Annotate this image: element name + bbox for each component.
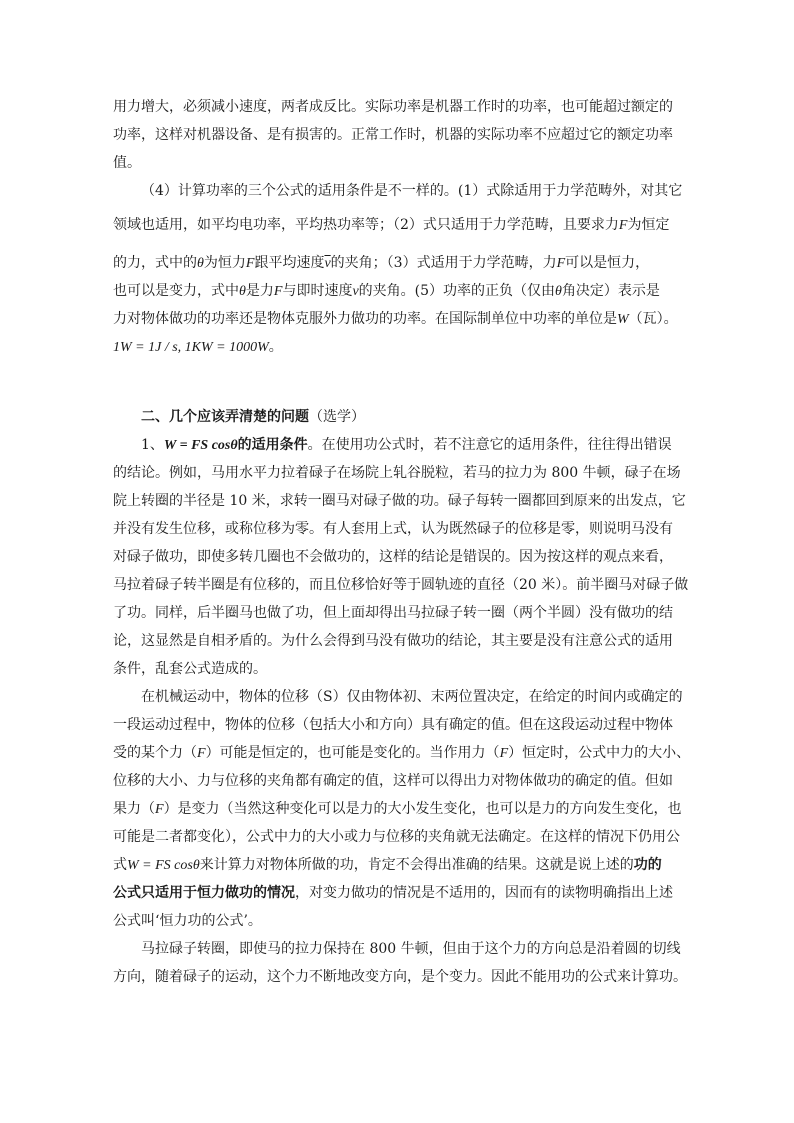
- text-line: 一段运动过程中，物体的位移（包括大小和方向）具有确定的值。但在这段运动过程中物体: [113, 717, 673, 733]
- theta-symbol: θ: [197, 256, 204, 271]
- theta-symbol: θ: [555, 284, 562, 299]
- watt-symbol: W: [617, 312, 629, 327]
- text-line: 1、W = FS cosθ的适用条件。在使用功公式时，若不注意它的适用条件，往往得出错误: [141, 437, 672, 453]
- force-symbol: F: [245, 256, 255, 271]
- text-line: 功率，这样对机器设备、是有损害的。正常工作时，机器的实际功率不应超过它的额定功率: [113, 127, 673, 143]
- text-line: 力对物体做功的功率还是物体克服外力做功的功率。在国际制单位中功率的单位是W（瓦）。: [113, 311, 678, 327]
- text-line: 可能是二者都变化），公式中力的大小或力与位移的夹角就无法确定。在这样的情况下仍用公: [113, 829, 680, 845]
- text-line: 马拉着碌子转半圈是有位移的，而且位移恰好等于圆轨迹的直径（20 米）。前半圈马对碌子做: [113, 577, 689, 593]
- text-line: 的力，式中的θ为恒力F跟平均速度$\overline{v}$的夹角；（3）式适用于力学范畴，力F可以是恒力，: [113, 255, 650, 271]
- text-line: 方向，随着碌子的运动，这个力不断地改变方向，是个变力。因此不能用功的公式来计算功。: [113, 969, 687, 985]
- text-line: 领域也适用，如平均电功率，平均热功率等；（2）式只适用于力学范畴，且要求力F为恒定: [113, 217, 670, 233]
- velocity-symbol: v: [352, 284, 359, 299]
- theta-symbol: θ: [239, 284, 246, 299]
- text-line: （4）计算功率的三个公式的适用条件是不一样的。(1）式除适用于力学范畴外，对其它: [141, 183, 683, 199]
- text-line: 1W = 1J / s, 1KW = 1000W。: [113, 339, 283, 355]
- force-symbol: F: [197, 746, 206, 761]
- force-symbol: F: [618, 218, 628, 233]
- unit-formula: 1W = 1J / s, 1KW = 1000W: [113, 340, 269, 355]
- text-line: 公式只适用于恒力做功的情况，对变力做功的情况是不适用的，因而有的读物明确指出上述: [113, 885, 673, 901]
- force-symbol: F: [556, 256, 566, 271]
- text-line: 条件，乱套公式造成的。: [113, 661, 267, 677]
- text-line: 并没有发生位移，或称位移为零。有人套用上式，认为既然碌子的位移是零，则说明马没有: [113, 521, 673, 537]
- text-line: 果力（F）是变力（当然这种变化可以是力的大小发生变化，也可以是力的方向发生变化，也: [113, 801, 682, 817]
- text-line: 的结论。例如，马用水平力拉着碌子在场院上轧谷脱粒，若马的拉力为 800 牛顿，碌子在场: [113, 465, 681, 481]
- text-line: 位移的大小、力与位移的夹角都有确定的值，这样可以得出力对物体做功的确定的值。但如: [113, 773, 673, 789]
- text-line: 院上转圈的半径是 10 米，求转一圈马对碌子做的功。碌子每转一圈都回到原来的出发点，它: [113, 493, 686, 509]
- text-line: 式W = FS cosθ来计算力对物体所做的功，肯定不会得出准确的结果。这就是说上述的功的: [113, 857, 662, 873]
- text-line: 在机械运动中，物体的位移（S）仅由物体初、末两位置决定，在给定的时间内或确定的: [141, 689, 683, 705]
- work-formula: W = FS cosθ: [163, 438, 238, 453]
- text-line: 对碌子做功，即使多转几圈也不会做功的，这样的结论是错误的。因为按这样的观点来看，: [113, 549, 673, 565]
- text-line: 受的某个力（F）可能是恒定的，也可能是变化的。当作用力（F）恒定时，公式中力的大小、: [113, 745, 691, 761]
- force-symbol: F: [499, 746, 509, 761]
- force-symbol: F: [155, 802, 164, 817]
- text-line: 值。: [113, 155, 141, 171]
- paragraph-gap: [113, 361, 683, 403]
- text-line: 也可以是变力，式中θ是力F与即时速度v的夹角。(5）功率的正负（仅由θ角决定）表示是: [113, 283, 660, 299]
- average-velocity-symbol: $\overline{v}$: [324, 256, 331, 271]
- text-line: 用力增大，必须减小速度，两者成反比。实际功率是机器工作时的功率，也可能超过额定的: [113, 99, 673, 115]
- document-page: [113, 93, 691, 991]
- text-line: 公式叫‘恒力功的公式’。: [113, 913, 262, 929]
- text-line: 了功。同样，后半圈马也做了功，但上面却得出马拉碌子转一圈（两个半圆）没有做功的结: [113, 605, 673, 621]
- work-formula: W = FS cosθ: [127, 858, 200, 873]
- text-line: 马拉碌子转圈，即使马的拉力保持在 800 牛顿，但由于这个力的方向总是沿着圆的切线: [141, 941, 681, 957]
- text-line: 论，这显然是自相矛盾的。为什么会得到马没有做功的结论，其主要是没有注意公式的适用: [113, 633, 673, 649]
- force-symbol: F: [273, 284, 283, 299]
- section-heading: 二、几个应该弄清楚的问题（选学）: [141, 409, 365, 425]
